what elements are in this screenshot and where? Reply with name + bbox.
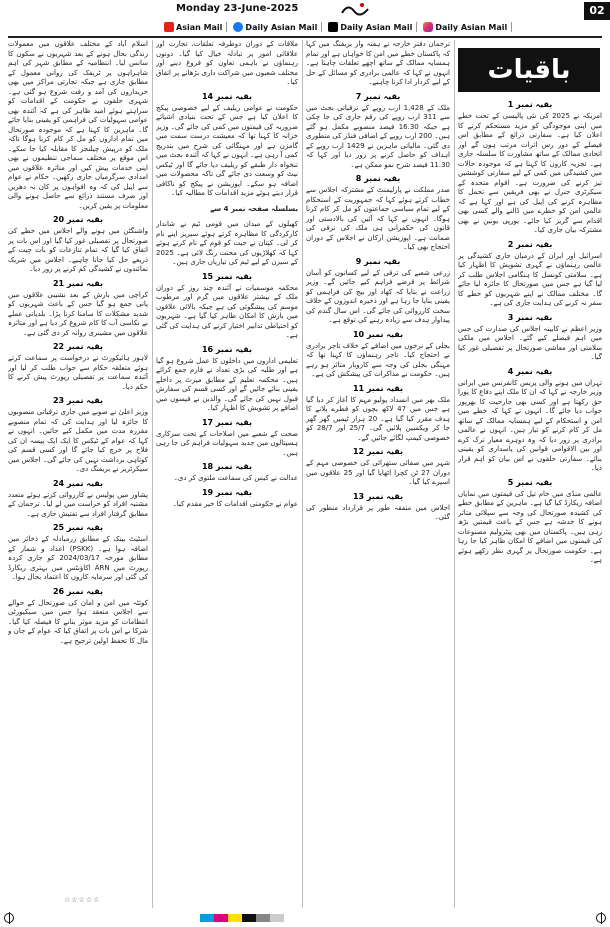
column-4	[458, 96, 602, 908]
article-text: عالمی منڈی میں خام تیل کی قیمتوں میں نمایاں اضافہ ریکارڈ کیا گیا ہے۔ ماہرین کے مطابق خطے کی کشیدہ صورتحال کی وجہ سے سپلائی متاثر ہونے کا خدشہ ہے جس کے باعث قیمتیں بڑھ رہی ہیں۔ پاکستان میں بھی پیٹرولیم مصنوعات کی قیمتوں میں اضافے کا امکان ظاہر کیا جا رہا ہے۔ حکومت صورتحال پر گہری نظر رکھے ہوئے ہے۔	[458, 489, 602, 564]
column-1	[8, 40, 148, 908]
social-item-x[interactable]	[328, 22, 417, 32]
article-text: واشنگٹن میں ہونے والے اجلاس میں خطے کی صورتحال پر تفصیلی غور کیا گیا اور اس بات پر اتفاق کیا گیا کہ تمام تنازعات کو بات چیت کے ذریعے حل کیا جانا چاہیے۔ اجلاس میں شریک نمائندوں نے کشیدگی کم کرنے پر زور دیا۔	[8, 227, 148, 273]
print-footer	[0, 911, 610, 927]
article-text: ملک بھر میں انسداد پولیو مہم کا آغاز کر دیا گیا ہے جس میں 47 لاکھ بچوں کو قطرے پلانے کا ہدف مقرر کیا گیا ہے۔ 20 ہزار ٹیمیں گھر گھر جا کر ویکسین پلائیں گی۔ 25/7 اور 28/7 کو خصوصی کیمپ لگائے جائیں گے۔	[306, 395, 450, 442]
article-text: حکومت نے عوامی ریلیف کے لیے خصوصی پیکج کا اعلان کیا ہے جس کے تحت بنیادی اشیائے ضروریہ کی قیمتوں میں کمی کی جائے گی۔ وزیر خزانہ کا کہنا تھا کہ معیشت درست سمت میں گامزن ہے اور مہنگائی کی شرح میں بتدریج کمی آ رہی ہے۔ انہوں نے کہا کہ آئندہ بجٹ میں تنخواہ دار طبقے کو ریلیف دیا جائے گا اور ٹیکس نیٹ کو وسعت دی جائے گی تاکہ محصولات میں اضافہ ہو سکے۔ اپوزیشن نے پیکج کو ناکافی قرار دیتے ہوئے مزید اقدامات کا مطالبہ کیا۔	[156, 103, 298, 197]
continuation-heading: بقیہ نمبر 4	[507, 366, 553, 376]
article-text: صدر مملکت نے پارلیمنٹ کے مشترکہ اجلاس سے خطاب کرتے ہوئے کہا کہ جمہوریت کے استحکام کے لیے تمام سیاسی جماعتوں کو مل کر کام کرنا ہوگا۔ انہوں نے کہا کہ آئین کی بالادستی اور قانون کی حکمرانی ہی ملک کی ترقی کی ضمانت ہے۔ اپوزیشن ارکان نے اجلاس کے دوران احتجاج بھی کیا۔	[306, 186, 450, 251]
continuation-heading: بقیہ نمبر 15	[201, 271, 253, 281]
social-item-facebook[interactable]	[233, 22, 322, 32]
article-text: ملک کے 1,428 ارب روپے کے ترقیاتی بجٹ میں سے 311 ارب روپے کی رقم جاری کی جا چکی ہے جبکہ 16.30 فیصد منصوبے مکمل ہو گئے ہیں۔ 200 ارب روپے کے اضافی فنڈز کی منظوری دی گئی۔ مالیاتی ماہرین نے 1429 ارب روپے کے اہداف کو حاصل کرنے پر زور دیا اور کہا کہ 11.30 فیصد شرح نمو ممکن ہے۔	[306, 103, 450, 169]
article-text: اسرائیل اور ایران کے درمیان جاری کشیدگی پر عالمی رہنماؤں نے گہری تشویش کا اظہار کیا ہے۔ سلامتی کونسل کا ہنگامی اجلاس طلب کر لیا گیا ہے جس میں صورتحال کا جائزہ لیا جائے گا۔ مختلف ممالک نے اپنے شہریوں کو خطے کا سفر نہ کرنے کی ہدایت جاری کی ہے۔	[458, 251, 602, 307]
article-text: عوام نے حکومتی اقدامات کا خیر مقدم کیا۔	[172, 499, 298, 508]
continuation-heading: بقیہ نمبر 7	[355, 91, 401, 101]
continuation-heading: بقیہ نمبر 13	[352, 491, 404, 501]
column-divider	[454, 40, 455, 908]
article-text: وزیر اعظم نے کابینہ اجلاس کی صدارت کی جس میں اہم فیصلے کیے گئے۔ اجلاس میں ملکی سلامتی اور معاشی صورتحال پر تفصیلی غور کیا گیا۔	[458, 324, 602, 361]
article-text: اسٹیٹ بینک کے مطابق زرمبادلہ کے ذخائر میں اضافہ ہوا ہے۔ (PSKK) اعداد و شمار کے مطابق مورخہ 2024/03/17 کو جاری کردہ رپورٹ میں ARN اکاؤنٹس میں بہتری ریکارڈ کی گئی اور سرمایہ کاروں کا اعتماد بحال ہوا۔	[8, 535, 148, 581]
page-number: 02	[584, 2, 610, 20]
social-label: Asian Mail	[176, 22, 223, 32]
continuation-heading: بقیہ نمبر 22	[52, 342, 104, 351]
continuation-heading: بقیہ نمبر 19	[201, 487, 253, 497]
continuation-heading: بقیہ نمبر 24	[52, 478, 104, 488]
article-text: پشاور میں پولیس نے کارروائی کرتے ہوئے متعدد مشتبہ افراد کو حراست میں لے لیا۔ ترجمان کے مطابق گرفتار افراد سے تفتیش جاری ہے۔	[8, 490, 148, 518]
article-text: محکمہ موسمیات نے آئندہ چند روز کے دوران ملک کے بیشتر علاقوں میں گرم اور مرطوب موسم کی پیشگوئی کی ہے جبکہ بالائی علاقوں میں بارش کا امکان ظاہر کیا گیا ہے۔ شہریوں کو احتیاطی تدابیر اختیار کرنے کی ہدایت کی گئی ہے۔	[156, 283, 298, 339]
continuation-heading: بقیہ نمبر 16	[201, 344, 253, 354]
social-item-instagram[interactable]	[423, 22, 512, 32]
article-text: تعلیمی اداروں میں داخلوں کا عمل شروع ہو گیا ہے اور طلبہ کی بڑی تعداد نے فارم جمع کرائے ہیں۔ محکمہ تعلیم کے مطابق میرٹ پر داخلے یقینی بنائے جائیں گے اور کسی قسم کی سفارش قبول نہیں کی جائے گی۔ والدین نے فیسوں میں اضافے پر تشویش کا اظہار کیا۔	[156, 356, 298, 412]
continuation-heading: بقیہ نمبر 10	[352, 329, 404, 339]
continuation-heading: بقیہ نمبر 9	[355, 256, 401, 266]
facebook-icon	[233, 22, 243, 32]
article-text: عدالت نے کیس کی سماعت ملتوی کر دی۔	[173, 474, 298, 482]
continuation-heading: بقیہ نمبر 14	[201, 91, 253, 101]
article-text: ترجمان دفتر خارجہ نے ہفتہ وار بریفنگ میں کہا کہ پاکستان خطے میں امن کا خواہاں ہے اور تمام ہمسایہ ممالک کے ساتھ اچھے تعلقات چاہتا ہے۔ انہوں نے کہا کہ عالمی برادری کو مسائل کے حل کے لیے کردار ادا کرنا چاہیے۔	[306, 40, 450, 86]
newspaper-logo	[338, 1, 372, 19]
article-text: اسلام آباد کے مختلف علاقوں میں معمولات زندگی بحال ہونے کے بعد شہریوں نے سکون کا سانس لیا۔ انتظامیہ کے مطابق شہر کی اہم شاہراہوں پر ٹریفک کی روانی معمول کے مطابق جاری ہے جبکہ تجارتی مراکز میں بھی خریداروں کی آمد و رفت شروع ہو گئی ہے۔ شہری حلقوں نے حکومت کے اقدامات کو سراہتے ہوئے امید ظاہر کی ہے کہ آئندہ بھی عوامی سہولیات کی فراہمی کو یقینی بنایا جائے گا۔ ماہرین کا کہنا ہے کہ موجودہ صورتحال میں تمام اداروں کو مل کر کام کرنا ہوگا تاکہ ملک کو درپیش چیلنجز کا مقابلہ کیا جا سکے۔ اس موقع پر مختلف سماجی تنظیموں نے بھی اپنی خدمات پیش کیں اور متاثرہ علاقوں میں امدادی سرگرمیاں جاری رکھیں۔ حکام نے عوام سے اپیل کی کہ وہ افواہوں پر کان نہ دھریں اور صرف مستند ذرائع سے حاصل ہونے والی معلومات پر یقین کریں۔	[8, 40, 148, 210]
color-swatches	[200, 914, 284, 922]
article-text: صحت کے شعبے میں اصلاحات کے تحت سرکاری ہسپتالوں میں جدید سہولیات فراہم کی جا رہی ہیں۔	[156, 429, 298, 457]
continuation-heading: بقیہ نمبر 18	[201, 462, 253, 471]
continuation-heading: بقیہ نمبر 11	[352, 383, 404, 393]
issue-date: Monday 23-June-2025	[176, 3, 299, 14]
article-text: امریکہ نے 2025 کی نئی پالیسی کے تحت خطے میں اپنی موجودگی کو مزید مستحکم کرنے کا اعلان کیا ہے۔ سفارتی ذرائع کے مطابق اس فیصلے کے دور رس اثرات مرتب ہوں گے اور اتحادی ممالک کے ساتھ مشاورت کا سلسلہ جاری ہے۔ تجزیہ کاروں کا کہنا ہے کہ موجودہ حالات میں کشیدگی میں کمی کے لیے سفارتی کوششیں تیز کرنے کی ضرورت ہے۔ اقوام متحدہ کے سیکرٹری جنرل نے بھی فریقین سے تحمل کا مظاہرہ کرنے کی اپیل کی ہے اور کہا ہے کہ عالمی امن کو خطرے میں ڈالنے والے کسی بھی اقدام سے گریز کیا جائے۔ یورپی یونین نے بھی مشترکہ بیان جاری کیا۔	[458, 112, 602, 234]
continuation-banner: بسلسلہ صفحہ نمبر 4 سے	[210, 204, 298, 213]
article-text: لاہور ہائیکورٹ نے درخواست پر سماعت کرتے ہوئے متعلقہ حکام سے جواب طلب کر لیا اور آئندہ سماعت پر تفصیلی رپورٹ پیش کرنے کا حکم دیا۔	[8, 354, 148, 391]
article-text: اجلاس میں متفقہ طور پر قرارداد منظور کی گئی۔	[306, 503, 450, 521]
continuation-heading: بقیہ نمبر 5	[507, 477, 553, 487]
column-divider	[302, 40, 303, 908]
continuation-heading: بقیہ نمبر 1	[507, 100, 553, 109]
social-label: Daily Asian Mail	[245, 22, 318, 32]
continuation-heading: بقیہ نمبر 21	[52, 278, 104, 288]
section-title: باقیات	[458, 48, 600, 92]
header-rule	[8, 36, 602, 38]
article-text: شہر میں صفائی ستھرائی کی خصوصی مہم کے دوران 27 ٹن کچرا اٹھایا گیا اور 25 علاقوں میں اسپرے کیا گیا۔	[306, 459, 450, 486]
registration-mark-icon	[4, 913, 14, 923]
continuation-heading: بقیہ نمبر 2	[507, 239, 553, 249]
footer-stars: ☆☆☆☆☆	[64, 896, 101, 904]
article-text: کراچی میں بارش کے بعد نشیبی علاقوں میں پانی جمع ہو گیا جس کے باعث شہریوں کو شدید مشکلات کا سامنا کرنا پڑا۔ بلدیاتی عملے نے نکاسی آب کا کام شروع کر دیا ہے اور متاثرہ علاقوں میں مشینری روانہ کر دی گئی ہے۔	[8, 290, 148, 337]
article-text: کھیلوں کے میدان میں قومی ٹیم نے شاندار کارکردگی کا مظاہرہ کرتے ہوئے سیریز اپنے نام کر لی۔ کپتان نے جیت کو قوم کے نام کرتے ہوئے کہا کہ کھلاڑیوں کی محنت رنگ لائی ہے۔ 2025 کے سیزن کے لیے ٹیم کی تیاریاں جاری ہیں۔	[156, 220, 298, 266]
continuation-heading: بقیہ نمبر 20	[52, 215, 104, 224]
article-text: کوئٹہ میں امن و امان کی صورتحال کے حوالے سے اجلاس منعقد ہوا جس میں سیکیورٹی انتظامات کو مزید موثر بنانے کا فیصلہ کیا گیا۔ شرکا نے اس بات پر اتفاق کیا کہ عوام کے جان و مال کا تحفظ اولین ترجیح ہے۔	[8, 598, 148, 645]
registration-mark-icon	[596, 913, 606, 923]
continuation-heading: بقیہ نمبر 25	[52, 523, 104, 532]
youtube-icon	[164, 22, 174, 32]
article-text: ملاقات کے دوران دوطرفہ تعلقات، تجارت اور علاقائی امور پر تبادلہ خیال کیا گیا۔ دونوں رہنماؤں نے باہمی تعاون کو فروغ دینے اور مختلف شعبوں میں شراکت داری بڑھانے پر اتفاق کیا۔	[156, 40, 298, 86]
social-label: Daily Asian Mail	[340, 22, 413, 32]
column-3	[306, 40, 450, 908]
column-divider	[152, 40, 153, 908]
continuation-heading: بقیہ نمبر 17	[201, 417, 253, 427]
continuation-heading: بقیہ نمبر 26	[52, 586, 104, 596]
continuation-heading: بقیہ نمبر 3	[507, 312, 553, 322]
social-item-youtube[interactable]	[164, 22, 227, 32]
continuation-heading: بقیہ نمبر 8	[355, 174, 401, 183]
article-text: تہران میں ہونے والی پریس کانفرنس میں ایرانی وزیر خارجہ نے کہا کہ ان کا ملک اپنے دفاع کا پورا حق رکھتا ہے اور کسی بھی جارحیت کا بھرپور جواب دیا جائے گا۔ انہوں نے کہا کہ خطے میں امن و استحکام کے لیے ہمسایہ ممالک کے ساتھ مل کر کام کرنے کو تیار ہیں۔ انہوں نے عالمی برادری پر زور دیا کہ وہ دوہرے معیار ترک کرے اور بین الاقوامی قوانین کی پاسداری کو یقینی بنائے۔ سفارتی حلقوں نے اس بیان کو اہم قرار دیا۔	[458, 378, 602, 472]
social-bar	[164, 20, 584, 34]
article-text: بجلی کے نرخوں میں اضافے کے خلاف تاجر برادری نے احتجاج کیا۔ تاجر رہنماؤں کا کہنا تھا کہ مہنگی بجلی کی وجہ سے کاروبار متاثر ہو رہے ہیں۔ حکومت نے مذاکرات کی پیشکش کی ہے۔	[306, 341, 450, 378]
continuation-heading: بقیہ نمبر 12	[352, 447, 404, 456]
article-text: وزیر اعلیٰ نے صوبے میں جاری ترقیاتی منصوبوں کا جائزہ لیا اور ہدایت کی کہ تمام منصوبے مقررہ مدت میں مکمل کیے جائیں۔ انہوں نے کہا کہ عوام کے ٹیکس کا ایک ایک پیسہ ان کی فلاح پر خرچ کیا جائے گا اور کسی قسم کی کوتاہی برداشت نہیں کی جائے گی۔ اجلاس میں سیکرٹریز نے بریفنگ دی۔	[8, 408, 148, 473]
instagram-icon	[423, 22, 433, 32]
social-label: Daily Asian Mail	[435, 22, 508, 32]
article-text: زرعی شعبے کی ترقی کے لیے کسانوں کو آسان شرائط پر قرضے فراہم کیے جائیں گے۔ وزیر زراعت نے بتایا کہ کھاد اور بیج کی فراہمی کو یقینی بنایا جا رہا ہے اور ذخیرہ اندوزوں کے خلاف سخت کارروائی کی جائے گی۔ اس سال گندم کی پیداوار ہدف سے زیادہ رہنے کی توقع ہے۔	[306, 268, 450, 324]
continuation-heading: بقیہ نمبر 23	[52, 396, 104, 405]
x-twitter-icon	[328, 22, 338, 32]
column-2	[156, 40, 298, 908]
